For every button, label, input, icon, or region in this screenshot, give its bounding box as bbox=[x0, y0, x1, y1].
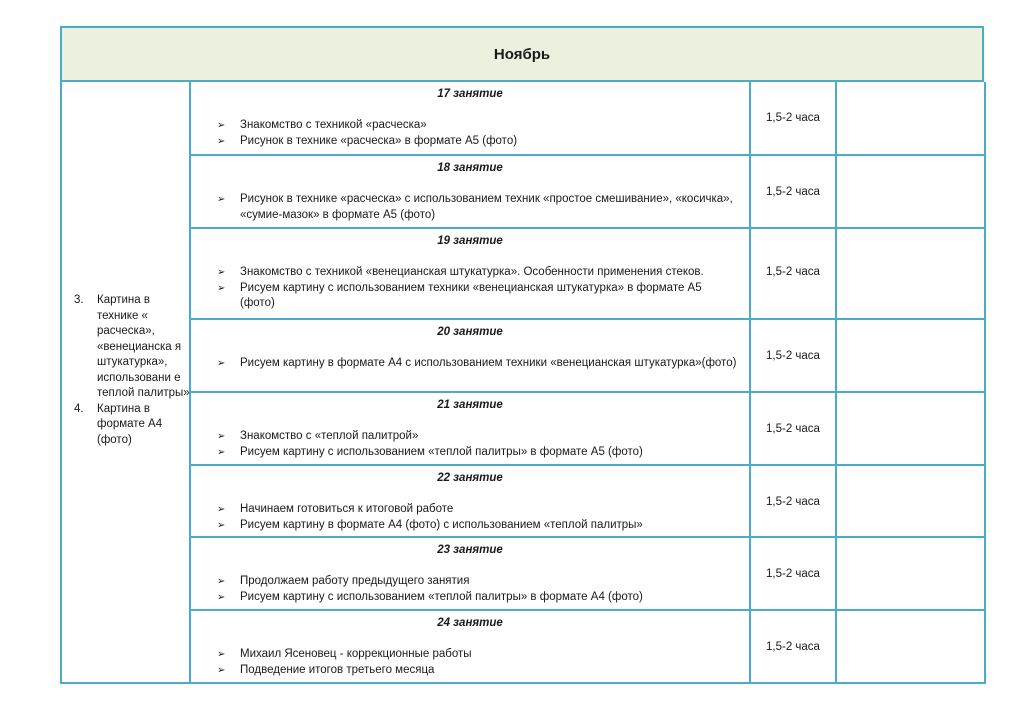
lesson-bullet-text: Знакомство с техникой «венецианская штукатурка». Особенности применения стеков. bbox=[240, 266, 704, 278]
lesson-duration-cell bbox=[751, 466, 837, 536]
arrow-bullet-icon: ➢ bbox=[217, 282, 226, 294]
month-title: Ноябрь bbox=[493, 45, 551, 63]
lesson-bullet-text: Знакомство с «теплой палитрой» bbox=[240, 430, 419, 442]
lesson-row bbox=[189, 82, 986, 156]
lesson-content-cell bbox=[189, 82, 751, 154]
lesson-bullet-text: Рисунок в технике «расческа» с использованием техник «простое смешивание», «косичка», «сумие-мазок» в формате А5 (фото) bbox=[240, 193, 733, 221]
lesson-bullet-item bbox=[217, 265, 737, 281]
lesson-bullet-text: Начинаем готовиться к итоговой работе bbox=[240, 503, 454, 515]
lesson-duration-cell bbox=[751, 611, 837, 682]
arrow-bullet-icon: ➢ bbox=[217, 664, 226, 676]
lesson-duration-cell bbox=[751, 229, 837, 318]
lesson-bullet-item bbox=[217, 502, 737, 518]
lesson-notes-cell bbox=[837, 82, 986, 154]
lesson-bullet-item bbox=[217, 134, 737, 150]
lesson-duration-cell bbox=[751, 393, 837, 464]
lesson-notes-cell bbox=[837, 156, 986, 227]
lesson-bullet-text: Продолжаем работу предыдущего занятия bbox=[240, 575, 470, 587]
lesson-notes-cell bbox=[837, 393, 986, 464]
lesson-content-cell bbox=[189, 611, 751, 682]
lesson-title: 24 занятие bbox=[437, 617, 503, 629]
lesson-content-cell bbox=[189, 229, 751, 318]
lesson-duration: 1,5-2 часа bbox=[766, 496, 820, 508]
month-header bbox=[60, 26, 984, 82]
lesson-duration-cell bbox=[751, 82, 837, 154]
lesson-notes-cell bbox=[837, 229, 986, 318]
lesson-bullet-text: Рисуем картину с использованием «теплой палитры» в формате А4 (фото) bbox=[240, 590, 643, 603]
lesson-bullet-text: Рисунок в технике «расческа» в формате А5 (фото) bbox=[240, 134, 518, 147]
arrow-bullet-icon: ➢ bbox=[217, 519, 226, 531]
lesson-title: 18 занятие bbox=[437, 162, 503, 174]
topic-number: 3. bbox=[74, 294, 84, 306]
arrow-bullet-icon: ➢ bbox=[217, 649, 226, 660]
lesson-content-cell bbox=[189, 466, 751, 536]
arrow-bullet-icon: ➢ bbox=[217, 591, 226, 603]
topic-text: Картина в формате А4 (фото) bbox=[97, 402, 163, 446]
lesson-duration: 1,5-2 часа bbox=[766, 641, 820, 653]
lesson-bullets bbox=[217, 265, 737, 312]
arrow-bullet-icon: ➢ bbox=[217, 446, 226, 458]
lesson-duration-cell bbox=[751, 320, 837, 391]
arrow-bullet-icon: ➢ bbox=[217, 431, 226, 442]
lesson-title: 19 занятие bbox=[437, 235, 503, 247]
topic-text: Картина в технике « расческа», «венецианска я штукатурка», использовани е теплой палитры» bbox=[97, 294, 190, 399]
lesson-bullet-item bbox=[217, 590, 737, 606]
lesson-bullet-text: Рисуем картину в формате А4 (фото) с использованием «теплой палитры» bbox=[240, 518, 643, 531]
lesson-bullet-item bbox=[217, 445, 737, 461]
lesson-duration: 1,5-2 часа bbox=[766, 423, 820, 435]
lesson-content-cell bbox=[189, 538, 751, 609]
lesson-content-cell bbox=[189, 156, 751, 227]
arrow-bullet-icon: ➢ bbox=[217, 120, 226, 131]
lesson-notes-cell bbox=[837, 611, 986, 682]
lesson-bullet-text: Рисуем картину с использованием техники «венецианская штукатурка» в формате А5 (фото) bbox=[240, 281, 702, 309]
lesson-content-cell bbox=[189, 320, 751, 391]
lesson-bullets bbox=[217, 502, 737, 533]
lesson-notes-cell bbox=[837, 538, 986, 609]
lesson-duration-cell bbox=[751, 538, 837, 609]
lesson-bullets bbox=[217, 647, 737, 678]
lesson-title: 22 занятие bbox=[437, 472, 503, 484]
lesson-row bbox=[189, 466, 986, 538]
topic-number: 4. bbox=[74, 402, 84, 415]
arrow-bullet-icon: ➢ bbox=[217, 194, 226, 205]
lesson-bullet-text: Знакомство с техникой «расческа» bbox=[240, 119, 427, 131]
arrow-bullet-icon: ➢ bbox=[217, 576, 226, 587]
lesson-bullet-text: Подведение итогов третьего месяца bbox=[240, 663, 435, 676]
arrow-bullet-icon: ➢ bbox=[217, 504, 226, 515]
topic-list bbox=[74, 293, 192, 448]
lesson-bullet-item bbox=[217, 281, 737, 312]
arrow-bullet-icon: ➢ bbox=[217, 267, 226, 278]
topic-item bbox=[74, 402, 192, 449]
lesson-bullets bbox=[217, 429, 737, 460]
lesson-row bbox=[189, 611, 986, 684]
arrow-bullet-icon: ➢ bbox=[217, 358, 226, 369]
lesson-notes-cell bbox=[837, 466, 986, 536]
lesson-bullet-item bbox=[217, 647, 737, 663]
lesson-bullet-text: Рисуем картину в формате А4 с использованием техники «венецианская штукатурка»(фото) bbox=[240, 357, 737, 369]
arrow-bullet-icon: ➢ bbox=[217, 135, 226, 147]
lesson-bullet-text: Михаил Ясеновец - коррекционные работы bbox=[240, 648, 472, 660]
lesson-duration: 1,5-2 часа bbox=[766, 350, 820, 362]
lesson-row bbox=[189, 156, 986, 229]
lesson-content-cell bbox=[189, 393, 751, 464]
lesson-title: 20 занятие bbox=[437, 326, 503, 338]
lesson-title: 21 занятие bbox=[437, 399, 503, 411]
lesson-duration: 1,5-2 часа bbox=[766, 186, 820, 198]
lesson-title: 23 занятие bbox=[437, 544, 503, 556]
topic-item bbox=[74, 293, 192, 402]
lesson-duration: 1,5-2 часа bbox=[766, 568, 820, 580]
lesson-row bbox=[189, 229, 986, 320]
lesson-bullet-item bbox=[217, 663, 737, 679]
lesson-notes-cell bbox=[837, 320, 986, 391]
lesson-row bbox=[189, 538, 986, 611]
lesson-duration: 1,5-2 часа bbox=[766, 112, 820, 124]
lesson-duration: 1,5-2 часа bbox=[766, 266, 820, 278]
lesson-duration-cell bbox=[751, 156, 837, 227]
lesson-bullets bbox=[217, 356, 737, 372]
lesson-bullets bbox=[217, 118, 737, 149]
lesson-bullets bbox=[217, 574, 737, 605]
lesson-bullet-item bbox=[217, 192, 737, 223]
lesson-bullet-text: Рисуем картину с использованием «теплой палитры» в формате А5 (фото) bbox=[240, 445, 643, 458]
lesson-bullet-item bbox=[217, 118, 737, 134]
lesson-bullet-item bbox=[217, 429, 737, 445]
lesson-row bbox=[189, 320, 986, 393]
lesson-title: 17 занятие bbox=[437, 88, 503, 100]
lesson-bullet-item bbox=[217, 518, 737, 534]
topic-cell bbox=[60, 82, 191, 684]
lesson-bullet-item bbox=[217, 574, 737, 590]
lesson-row bbox=[189, 393, 986, 466]
lesson-bullets bbox=[217, 192, 737, 223]
lesson-bullet-item bbox=[217, 356, 737, 372]
